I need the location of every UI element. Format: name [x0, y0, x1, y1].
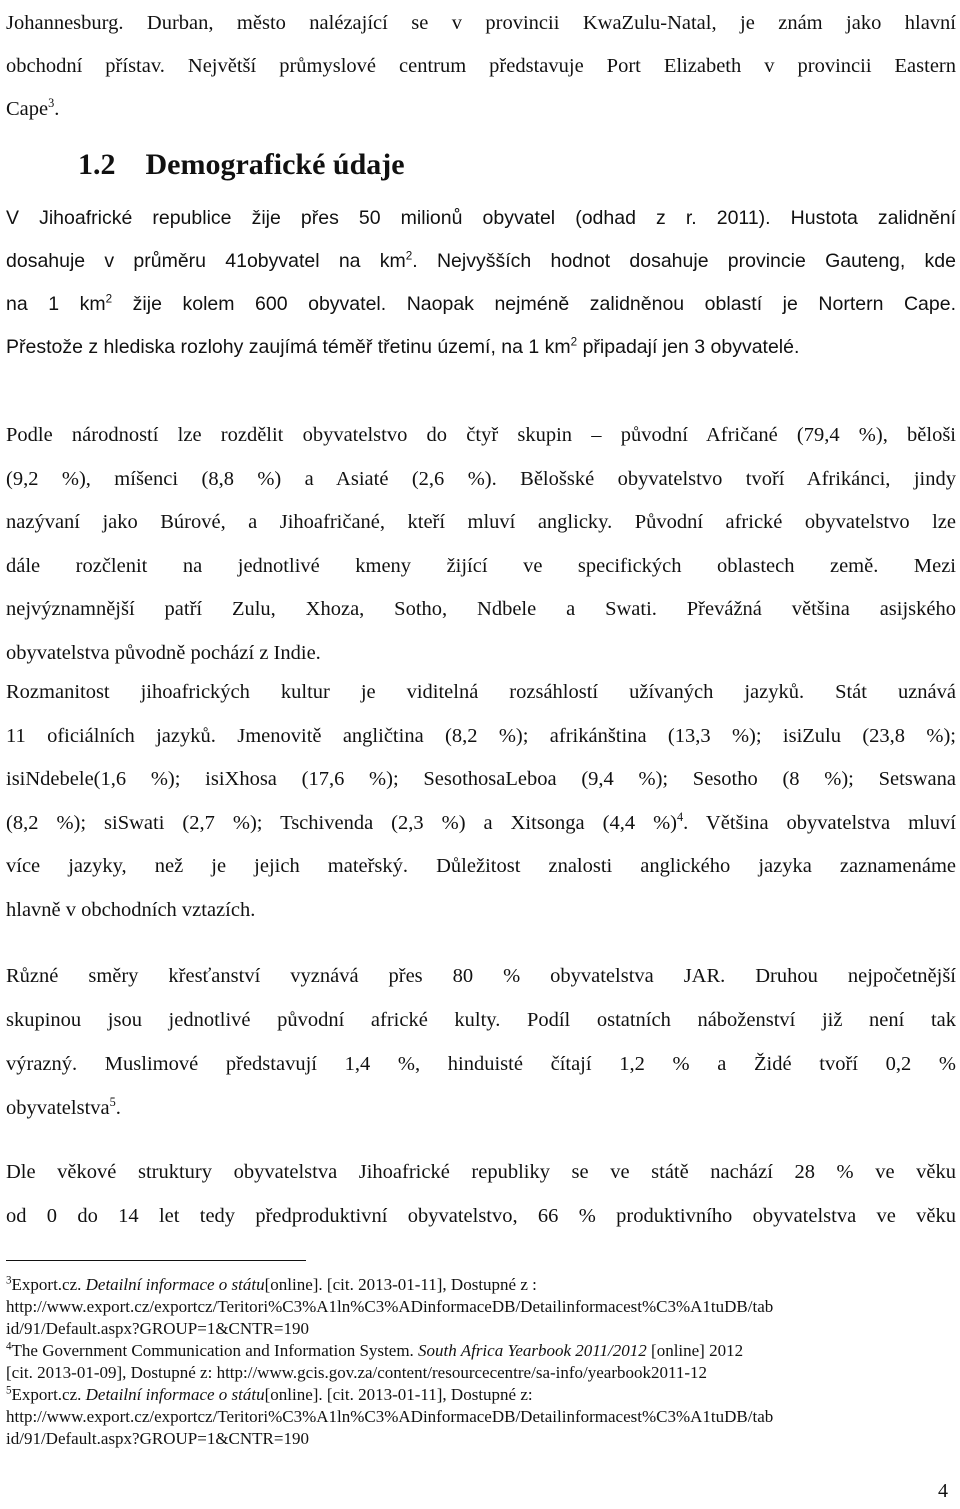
footnote-3: $^3$Export.cz. Detailní informace o státu[online]. [cit. 2013-01-11], Dostupné z :: [6, 1274, 537, 1294]
text-line: dále rozčlenit na jednotlivé kmeny žijící ve specifických oblastech země. Mezi: [6, 554, 956, 577]
intro-paragraph: [6, 2, 956, 131]
footnote-link[interactable]: http://www.export.cz/exportcz/Teritori%C3%A1ln%C3%ADinformaceDB/Detailinformacest%C3%A1tuDB/tab: [6, 1297, 774, 1316]
page-number: 4: [938, 1480, 948, 1502]
section-heading: [78, 148, 405, 182]
text-line: Podle národností lze rozdělit obyvatelstvo do čtyř skupin – původní Afričané (79,4 %), běloši: [6, 424, 956, 446]
text-line: výrazný. Muslimové představují 1,4 %, hinduisté čítají 1,2 % a Židé tvoří 0,2 %: [6, 1053, 956, 1075]
footnotes: [6, 1274, 956, 1450]
text-line: 11 oficiálních jazyků. Jmenovitě angličtina (8,2 %); afrikánština (13,3 %); isiZulu (23,8 %);: [6, 724, 956, 747]
text-line: nazývaní jako Búrové, a Jihoafričané, kteří mluví anglicky. Původní africké obyvatelstvo lze: [6, 511, 956, 533]
text-line: obchodní přístav. Největší průmyslové centrum představuje Port Elizabeth v provincii Eastern: [6, 55, 956, 77]
text-line: obyvatelstva původně pochází z Indie.: [6, 641, 321, 664]
text-line: Přestože z hlediska rozlohy zaujímá téměř třetinu území, na 1 $km^2$ připadají jen 3 obyvatelé.: [6, 335, 800, 358]
paragraph-religion: [6, 954, 956, 1130]
text-line: V Jihoafrické republice žije přes 50 milionů obyvatel (odhad z r. 2011). Hustota zalidnění: [6, 207, 956, 229]
footnote-link[interactable]: [cit. 2013-01-09], Dostupné z: http://www.gcis.gov.za/content/resourcecentre/sa-info/yearbook2011-12: [6, 1363, 708, 1382]
text-line: skupinou jsou jednotlivé původní africké kulty. Podíl ostatních náboženství již není tak: [6, 1009, 956, 1031]
text-line: (8,2 %); siSwati (2,7 %); Tschivenda (2,3 %) a Xitsonga (4,4 %)$^4$. Většina obyvatelstva mluví: [6, 809, 956, 834]
paragraph-age-structure: [6, 1150, 956, 1238]
paragraph-population: [6, 197, 956, 369]
text-line: obyvatelstva$^5$.: [6, 1095, 121, 1119]
text-line: Různé směry křesťanství vyznává přes 80 % obyvatelstva JAR. Druhou nejpočetnější: [6, 965, 956, 987]
text-line: Johannesburg. Durban, město nalézající se v provincii KwaZulu-Natal, je znám jako hlavní: [6, 12, 956, 34]
text-line: hlavně v obchodních vztazích.: [6, 898, 256, 921]
footnote-link[interactable]: id/91/Default.aspx?GROUP=1&CNTR=190: [6, 1429, 309, 1448]
text-line: isiNdebele(1,6 %); isiXhosa (17,6 %); SesothosaLeboa (9,4 %); Sesotho (8 %); Setswana: [6, 768, 956, 791]
footnote-ref[interactable]: 4: [677, 809, 684, 824]
text-line: dosahuje v průměru 41obyvatel na $km^2$. Nejvyšších hodnot dosahuje provincie Gauteng, kde: [6, 249, 956, 272]
text-line: Rozmanitost jihoafrických kultur je viditelná rozsáhlostí užívaných jazyků. Stát uznává: [6, 681, 956, 703]
text-line: na 1 $km^2$ žije kolem 600 obyvatel. Naopak nejméně zalidněnou oblastí je Nortern Cape.: [6, 292, 956, 315]
footnote-ref[interactable]: 5: [109, 1095, 116, 1110]
footnote-4: $^4$The Government Communication and Information System. South Africa Yearbook 2011/2012 [online] 2012: [6, 1340, 744, 1360]
paragraph-languages: [6, 671, 956, 933]
text-line: Cape$^3$.: [6, 96, 60, 120]
footnote-link[interactable]: http://www.export.cz/exportcz/Teritori%C3%A1ln%C3%ADinformaceDB/Detailinformacest%C3%A1tuDB/tab: [6, 1407, 774, 1426]
footnote-ref[interactable]: 3: [48, 96, 55, 111]
text-line: (9,2 %), míšenci (8,8 %) a Asiaté (2,6 %). Bělošské obyvatelstvo tvoří Afrikánci, jindy: [6, 467, 956, 490]
footnote-5: $^5$Export.cz. Detailní informace o státu[online]. [cit. 2013-01-11], Dostupné z:: [6, 1384, 533, 1404]
section-number: 1.2: [78, 148, 116, 181]
footnote-separator: [6, 1260, 306, 1261]
text-line: od 0 do 14 let tedy předproduktivní obyvatelstvo, 66 % produktivního obyvatelstva ve věku: [6, 1205, 956, 1227]
text-line: více jazyky, než je jejich mateřský. Důležitost znalosti anglického jazyka zaznamenáme: [6, 855, 956, 878]
section-title: Demografické údaje: [145, 148, 405, 181]
text-line: nejvýznamnější patří Zulu, Xhoza, Sotho, Ndbele a Swati. Převážná většina asijského: [6, 598, 956, 620]
text-line: Dle věkové struktury obyvatelstva Jihoafrické republiky se ve státě nachází 28 % ve věku: [6, 1161, 956, 1183]
paragraph-ethnicity: [6, 414, 956, 675]
footnote-link[interactable]: id/91/Default.aspx?GROUP=1&CNTR=190: [6, 1319, 309, 1338]
